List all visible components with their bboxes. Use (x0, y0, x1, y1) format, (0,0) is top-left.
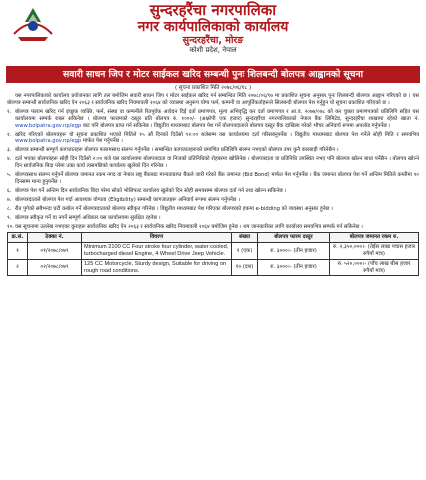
notice-items (7, 109, 419, 231)
table-header-row (8, 233, 419, 243)
table-row (8, 259, 419, 276)
item-number: ३. (7, 147, 12, 154)
row-form-fee: रु. ३०००।- (तीन हजार) (258, 243, 330, 260)
item-number: १०. (7, 223, 15, 230)
row-form-fee: रु. ३०००।- (तीन हजार) (258, 259, 330, 276)
bolpatra-portal-link[interactable]: www.bolpatra.gov.np/egp (15, 122, 82, 129)
row-serial: १ (8, 243, 28, 260)
col-form-fee: बोलपत्र फारम दस्तुर (258, 233, 330, 243)
bolpatra-portal-link[interactable]: www.bolpatra.gov.np/egp (15, 138, 82, 145)
item-number: ५. (7, 172, 12, 179)
notice-item (7, 172, 419, 186)
item-text: बोलपत्रसाथ संलग्न गर्नुपर्ने बोलपत्र जमानत रकम नगद वा नेपाल राष्ट्र बैंकबाट मान्यताप्राप्त बैंकले जारी गरेको बैंक जमानत (Bid Bond) मार्फत पेश गर्नुपर्नेछ । बैंक जमानत बोलपत्र पेश गर्ने अन्तिम मितिले कम्तीमा ९० दिनसम्म मान्य हुनुपर्नेछ । (15, 172, 419, 185)
item-text: बोलपत्रदाताले बोलपत्र पेश गर्दा आवश्यक योग्यता (Eligibility) सम्बन्धी कागजातहरू अनिवार्य रूपमा संलग्न गर्नुपर्नेछ । (15, 196, 241, 203)
col-serial: क्र.सं. (8, 233, 28, 243)
notice-item (7, 215, 419, 222)
item-text: बोलपत्र पेश गर्ने अन्तिम दिन सार्वजनिक बिदा परेमा सोको भोलिपल्ट कार्यालय खुलेको दिन सोही समयसम्म बोलपत्र दर्ता गर्न तथा खोल्न सकिनेछ । (15, 187, 287, 194)
publish-date: ( सूचना प्रकाशित मिति २०७८/०६/१८ ) (174, 85, 252, 91)
notice-item (7, 224, 419, 231)
item-number: ८. (7, 205, 12, 212)
notice-body (0, 93, 426, 230)
item-text: बोलपत्र सम्बन्धी सम्पूर्ण कागजातहरू बोलपत्र फारामसाथ संलग्न गर्नुपर्नेछ । सम्बन्धित कागजातहरूको प्रमाणित प्रतिलिपि संलग्न नभएको बोलपत्र उपर कुनै कारबाही गरिनेछैन । (15, 147, 339, 154)
row-bid-deposit: रु. ५२०,०००।- (पाँच लाख बीस हजार रुपैयाँ मात्र) (330, 259, 419, 276)
notice-header (0, 0, 426, 64)
item-text: खरिद गरिएको बोलपत्रहरू यो सूचना प्रकाशित भएको मितिले १५ औं दिनको दिउँसो १२:०० बजेसम्म यस कार्यालयमा दर्ता गरिसक्नुपर्नेछ । विद्युतीय माध्यमबाट बोलपत्र पेश गर्नेले सोही मिति र समयभित्र (15, 131, 419, 138)
office-address: सुन्दरहरैंचा, मोरङ (182, 35, 244, 46)
notice-item (7, 109, 419, 130)
municipality-name: सुन्दरहरैंचा नगरपालिका (149, 1, 277, 19)
col-bid-deposit: बोलपत्र जमानत रकम रु. (330, 233, 419, 243)
item-text-tail: मार्फत पेश गर्नुपर्नेछ । (81, 138, 123, 145)
item-text-tail: बाट पनि बोलपत्र प्राप्त गर्न सकिनेछ । विद्युतीय माध्यमबाट बोलपत्र पेश गर्ने बोलपत्रदाताले बोलपत्र दस्तुर बैंक दाखिला गरेको भौचर अनिवार्य रूपमा अपलोड गर्नुपर्नेछ । (81, 122, 391, 129)
item-number: ९. (7, 214, 12, 221)
notice-item (7, 188, 419, 195)
col-contract-no: ठेक्का नं. (28, 233, 82, 243)
bid-table (7, 232, 419, 276)
item-text: बोलपत्र स्वीकृत गर्ने वा नगर्ने सम्पूर्ण अधिकार यस कार्यालयमा सुरक्षित रहनेछ । (15, 214, 161, 221)
nepal-emblem-icon (10, 4, 56, 44)
item-number: ७. (7, 196, 12, 203)
table-row (8, 243, 419, 260)
item-text: दर्ता भएका बोलपत्रहरू सोही दिन दिउँसो २:०० बजे यस कार्यालयमा बोलपत्रदाता वा निजको प्रतिनिधिको रोहबरमा खोलिनेछ । बोलपत्रदाता वा प्रतिनिधि उपस्थित नभए पनि बोलपत्र खोल्न बाधा पर्नेछैन । बोलपत्र खोल्ने दिन सार्वजनिक बिदा परेमा उक्त कार्य त्यसपछिको कार्यालय खुलेको दिन गरिनेछ । (15, 156, 419, 170)
item-text: रीत पुगेको सबैभन्दा घटी कबोल गर्ने बोलपत्रदाताको बोलपत्र स्वीकृत गरिनेछ । विद्युतीय माध्यमबाट पेश गरिएका बोलपत्रको हकमा e-bidding को व्यवस्था अनुसार हुनेछ । (15, 205, 333, 212)
notice-item (7, 132, 419, 146)
item-text: यस सूचनामा उल्लेख नभएका कुराहरू सार्वजनिक खरिद ऐन २०६३ र सार्वजनिक खरिद नियमावली २०६४ बमोजिम हुनेछ । थप जानकारीका लागि कार्यालय समयभित्र सम्पर्क गर्न सकिनेछ । (15, 223, 363, 230)
row-contract-no: ०२/२०७८/०७९ (28, 259, 82, 276)
item-number: ४. (7, 156, 12, 163)
notice-item (7, 206, 419, 213)
col-quantity: संख्या (232, 233, 258, 243)
notice-item (7, 156, 419, 170)
province-name: कोशी प्रदेश, नेपाल (189, 46, 237, 54)
item-number: ६. (7, 187, 12, 194)
notice-title-banner: सवारी साधन जिप र मोटर साईकल खरिद सम्बन्धी पुनः शिलबन्दी बोलपत्र आह्वानको सूचना (6, 66, 420, 83)
row-description: Minimum 2100 CC Four stroke four cylinder, water cooled, turbocharged diesel Engine, 4 Wheel Drive Jeep Vehicle. (82, 243, 232, 260)
row-contract-no: ०१/२०७८/०७९ (28, 243, 82, 260)
col-description: विवरण (82, 233, 232, 243)
row-quantity: १ (एक) (232, 243, 258, 260)
item-number: १. (7, 108, 12, 115)
intro-paragraph: यस नगरपालिकाको कार्यालय प्रयोजनका लागि तल बमोजिम सवारी साधन जिप र मोटर साईकल खरिद गर्न सम्बन्धित मिति २०७८/०६/१७ मा प्रकाशित सूचना अनुसार पुनः शिलबन्दी बोलपत्र आह्वान गरिएको छ । यस बोलपत्र सम्बन्धी सार्वजनिक खरिद ऐन २०६३ र सार्वजनिक खरिद नियमावली २०६४ को व्यवस्था अनुरूप योग्य फर्म, कम्पनी वा आपूर्तिकर्ताहरूले सिलबन्दी बोलपत्र पेश गर्नुहुन यो सूचना प्रकाशित गरिएको छ । (7, 93, 419, 106)
row-bid-deposit: रु. २,३५०,०००।- (तेईस लाख पचास हजार रुपैयाँ मात्र) (330, 243, 419, 260)
item-number: २. (7, 131, 12, 138)
row-description: 125 CC Motorcycle, Sturdy design, Suitable for driving on rough road conditions. (82, 259, 232, 276)
row-quantity: १० (दश) (232, 259, 258, 276)
item-text: बोलपत्र फाराम खरिद गर्न इच्छुक व्यक्ति, फर्म, संस्था वा कम्पनीले रितपूर्वक आवेदन दिई दर्ता प्रमाणपत्र, मूल्य अभिवृद्धि कर दर्ता प्रमाणपत्र र आ.व. २०७७/०७८ को कर चुक्ता प्रमाणपत्रको प्रतिलिपि सहित यस कार्यालयमा सम्पर्क राख्न सकिनेछ । बोलपत्र फारामको दस्तुर प्रति बोलपत्र रु. १०००/- (अक्षरेपी एक हजार) सुन्दरहरैंचा नगरपालिकाको नेपाल बैंक लिमिटेड, सुन्दरहरैंचा शाखामा रहेको खाता नं. (15, 108, 419, 122)
office-name: नगर कार्यपालिकाको कार्यालय (137, 19, 289, 35)
notice-item (7, 147, 419, 154)
row-serial: २ (8, 259, 28, 276)
notice-item (7, 197, 419, 204)
